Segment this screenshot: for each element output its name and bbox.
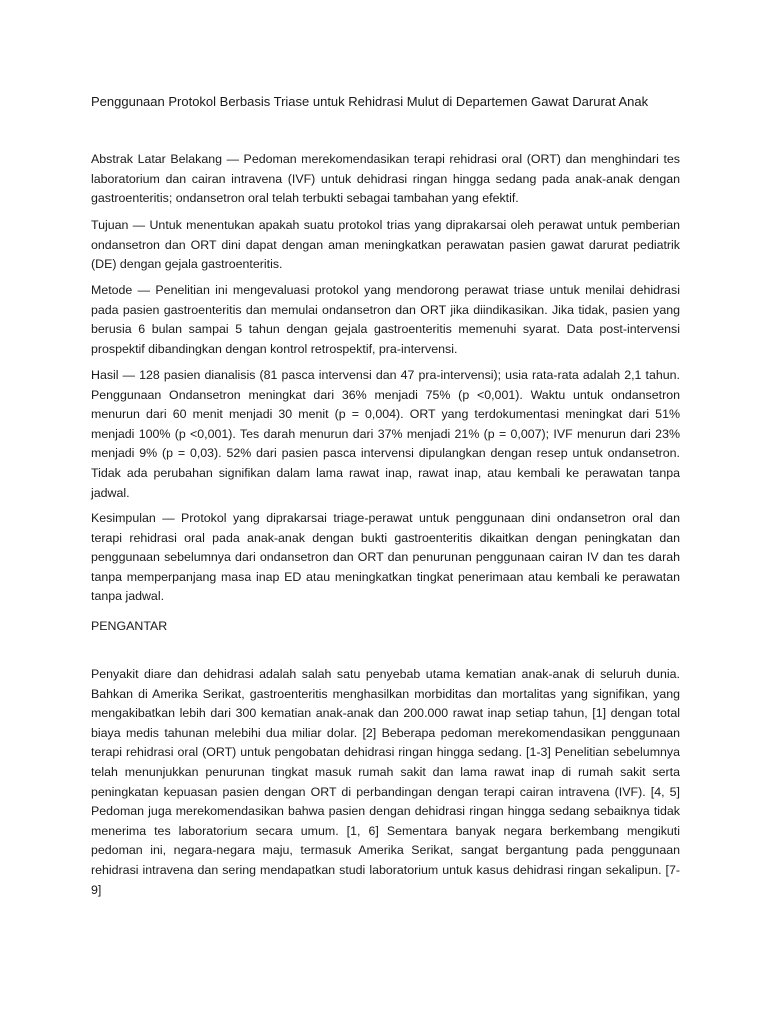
section-heading-introduction: PENGANTAR <box>91 619 168 633</box>
abstract-results-paragraph: Hasil — 128 pasien dianalisis (81 pasca intervensi dan 47 pra-intervensi); usia rata-rata adalah 2,1 tahun. Penggunaan Ondansetron meningkat dari 36% menjadi 75% (p <0,001). Waktu untuk ondansetron menurun dari 60 menit menjadi 30 menit (p = 0,004). ORT yang terdokumentasi meningkat dari 51% menjadi 100% (p <0,001). Tes darah menurun dari 37% menjadi 21% (p = 0,007); IVF menurun dari 23% menjadi 9% (p = 0,03). 52% dari pasien pasca intervensi dipulangkan dengan resep untuk ondansetron. Tidak ada perubahan signifikan dalam lama rawat inap, rawat inap, atau kembali ke perawatan tanpa jadwal. <box>91 368 680 500</box>
abstract-conclusion-paragraph: Kesimpulan — Protokol yang diprakarsai triage-perawat untuk penggunaan dini ondansetron oral dan terapi rehidrasi oral pada anak-anak dengan bukti gastroenteritis dikaitkan dengan peningkatan dan penggunaan sebelumnya dari ondansetron dan ORT dan penurunan penggunaan cairan IV dan tes darah tanpa memperpanjang masa inap ED atau meningkatkan tingkat penerimaan atau kembali ke perawatan tanpa jadwal. <box>91 511 680 604</box>
abstract-methods-paragraph: Metode — Penelitian ini mengevaluasi protokol yang mendorong perawat triase untuk menilai dehidrasi pada pasien gastroenteritis dan memulai ondansetron dan ORT jika diindikasikan. Jika tidak, pasien yang berusia 6 bulan sampai 5 tahun dengan gejala gastroenteritis memenuhi syarat. Data post-intervensi prospektif dibandingkan dengan kontrol retrospektif, pra-intervensi. <box>91 283 680 356</box>
introduction-paragraph: Penyakit diare dan dehidrasi adalah salah satu penyebab utama kematian anak-anak di seluruh dunia. Bahkan di Amerika Serikat, gastroenteritis menghasilkan morbiditas dan mortalitas yang signifikan, yang mengakibatkan lebih dari 300 kematian anak-anak dan 200.000 rawat inap setiap tahun, [1] dengan total biaya medis tahunan melebihi dua miliar dolar. [2] Beberapa pedoman merekomendasikan penggunaan terapi rehidrasi oral (ORT) untuk pengobatan dehidrasi ringan hingga sedang. [1-3] Penelitian sebelumnya telah menunjukkan penurunan tingkat masuk rumah sakit dan lama rawat inap di rumah sakit serta peningkatan kepuasan pasien dengan ORT di perbandingan dengan terapi cairan intravena (IVF). [4, 5] Pedoman juga merekomendasikan bahwa pasien dengan dehidrasi ringan hingga sedang sebaiknya tidak menerima tes laboratorium secara umum. [1, 6] Sementara banyak negara berkembang mengikuti pedoman ini, negara-negara maju, termasuk Amerika Serikat, sangat bergantung pada penggunaan rehidrasi intravena dan sering mendapatkan studi laboratorium untuk kasus dehidrasi ringan sekalipun. [7-9] <box>91 667 680 897</box>
abstract-objective-paragraph: Tujuan — Untuk menentukan apakah suatu protokol trias yang diprakarsai oleh perawat untuk pemberian ondansetron dan ORT dini dapat dengan aman meningkatkan perawatan pasien gawat darurat pediatrik (DE) dengan gejala gastroenteritis. <box>91 218 680 272</box>
abstract-background-paragraph: Abstrak Latar Belakang — Pedoman merekomendasikan terapi rehidrasi oral (ORT) dan menghindari tes laboratorium dan cairan intravena (IVF) untuk dehidrasi ringan hingga sedang pada anak-anak dengan gastroenteritis; ondansetron oral telah terbukti sebagai tambahan yang efektif. <box>91 152 680 206</box>
document-title: Penggunaan Protokol Berbasis Triase untuk Rehidrasi Mulut di Departemen Gawat Darurat Anak <box>91 94 649 109</box>
